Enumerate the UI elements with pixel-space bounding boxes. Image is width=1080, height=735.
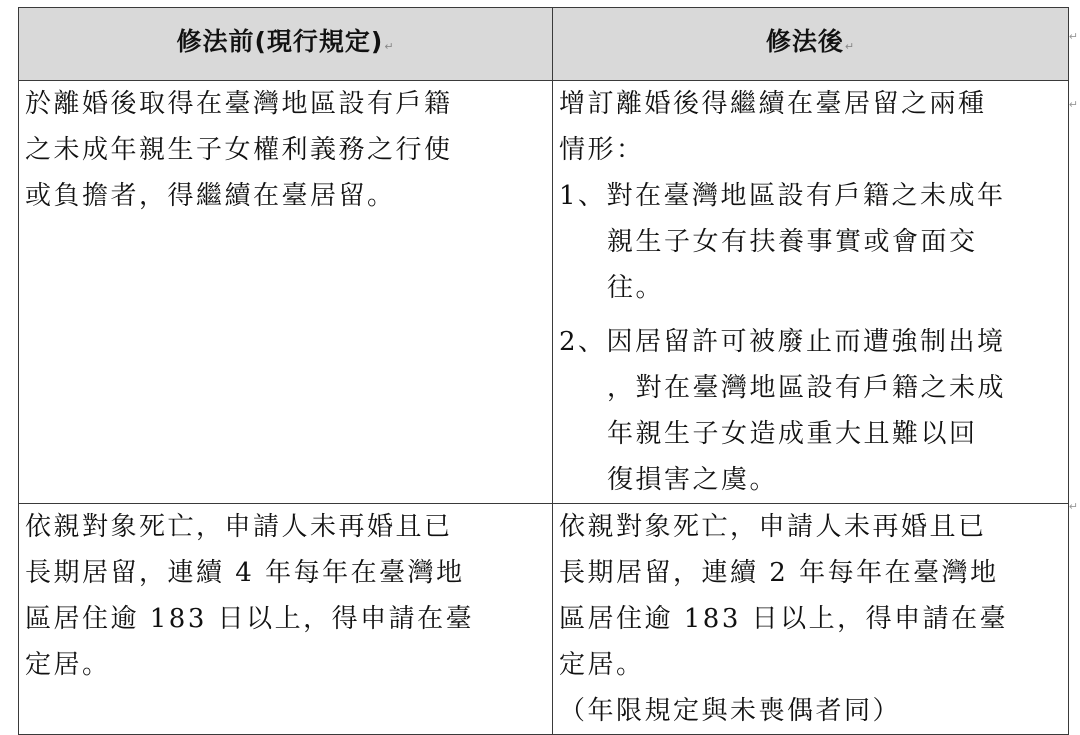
table-row (19, 504, 1069, 735)
text-line: 定居。 (25, 650, 111, 680)
paragraph-mark-icon: ↵ (1068, 98, 1078, 111)
after-cell-divorce (553, 81, 1069, 504)
text-line: 長期居留，連續 4 年每年在臺灣地 (25, 558, 465, 588)
text-line: 依親對象死亡，申請人未再婚且已 (25, 512, 453, 542)
header-after-label: 修法後 (765, 26, 844, 56)
before-cell-widowed (19, 504, 553, 735)
paragraph-mark-icon: ↵ (1068, 500, 1078, 513)
text-line: 復損害之虞。 (607, 465, 779, 495)
text-line: 長期居留，連續 2 年每年在臺灣地 (559, 558, 999, 588)
text-line: ，對在臺灣地區設有戶籍之未成 (607, 373, 1007, 403)
header-row (19, 8, 1069, 81)
text-line: 定居。 (559, 650, 645, 680)
paragraph-mark-icon: ↵ (1068, 30, 1078, 43)
text-line: 依親對象死亡，申請人未再婚且已 (559, 512, 987, 542)
list-item-2: 2、因居留許可被廢止而遭強制出境 (559, 327, 1006, 357)
after-cell-widowed (553, 504, 1069, 735)
text-line: 或負擔者，得繼續在臺居留。 (25, 181, 396, 211)
header-before-label: 修法前(現行規定) (176, 26, 384, 56)
text-line: 區居住逾 183 日以上，得申請在臺 (25, 604, 475, 634)
list-item-1: 1、對在臺灣地區設有戶籍之未成年 (559, 181, 1006, 211)
header-before (19, 8, 553, 81)
text-line: 親生子女有扶養事實或會面交 (607, 227, 978, 257)
text-line: 年親生子女造成重大且難以回 (607, 419, 978, 449)
header-after (553, 8, 1069, 81)
paragraph-mark-icon: ↵ (384, 39, 395, 53)
before-cell-divorce (19, 81, 553, 504)
text-line: 於離婚後取得在臺灣地區設有戶籍 (25, 89, 453, 119)
table-row (19, 81, 1069, 504)
text-line: 之未成年親生子女權利義務之行使 (25, 135, 453, 165)
text-line: 情形： (559, 135, 645, 165)
text-line: 往。 (607, 273, 665, 303)
paragraph-mark-icon: ↵ (844, 39, 856, 53)
text-line: 區居住逾 183 日以上，得申請在臺 (559, 604, 1009, 634)
note-line: （年限規定與未喪偶者同） (559, 696, 902, 726)
text-line: 增訂離婚後得繼續在臺居留之兩種 (559, 89, 987, 119)
comparison-table (18, 7, 1069, 735)
